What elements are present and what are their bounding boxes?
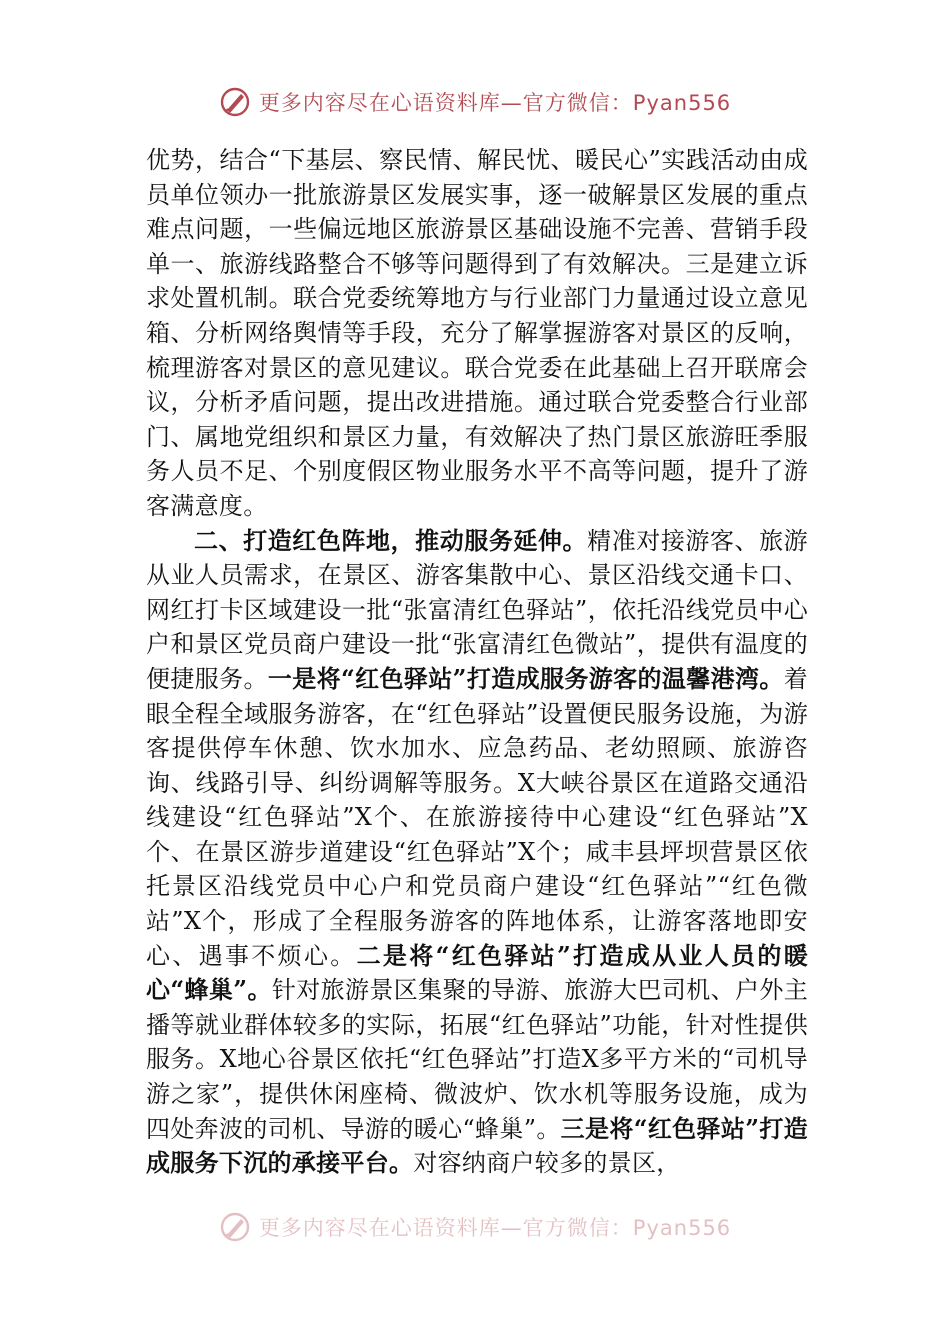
point-one-title: 一是将“红色驿站”打造成服务游客的温馨港湾。	[267, 663, 784, 693]
pen-logo-icon	[219, 86, 251, 118]
paragraph-section-two	[146, 524, 808, 1181]
point-one-text: 着眼全程全域服务游客，在“红色驿站”设置便民服务设施，为游客提供停车休憩、饮水加水、应急药品、老幼照顾、旅游咨询、线路引导、纠纷调解等服务。X大峡谷景区在道路交通沿线建设“红色驿站”X个、在旅游接待中心建设“红色驿站”X个、在景区游步道建设“红色驿站”X个；咸丰县坪坝营景区依托景区沿线党员中心户和党员商户建设“红色驿站”“红色微站”X个，形成了全程服务游客的阵地体系，让游客落地即安心、遇事不烦心。	[146, 664, 808, 970]
paragraph-1-text: 优势，结合“下基层、察民情、解民忧、暖民心”实践活动由成员单位领办一批旅游景区发展实事，逐一破解景区发展的重点难点问题，一些偏远地区旅游景区基础设施不完善、营销手段单一、旅游线路整合不够等问题得到了有效解决。三是建立诉求处置机制。联合党委统筹地方与行业部门力量通过设立意见箱、分析网络舆情等手段，充分了解掌握游客对景区的反响，梳理游客对景区的意见建议。联合党委在此基础上召开联席会议，分析矛盾问题，提出改进措施。通过联合党委整合行业部门、属地党组织和景区力量，有效解决了热门景区旅游旺季服务人员不足、个别度假区物业服务水平不高等问题，提升了游客满意度。	[146, 146, 808, 520]
point-two-text: 针对旅游景区集聚的导游、旅游大巴司机、户外主播等就业群体较多的实际，拓展“红色驿站”功能，针对性提供服务。X地心谷景区依托“红色驿站”打造X多平方米的“司机导游之家”，提供休闲座椅、微波炉、饮水机等服务设施，成为四处奔波的司机、导游的暖心“蜂巢”。	[146, 976, 808, 1143]
paragraph-continuation	[146, 143, 808, 524]
point-three-title: 三是将“红色驿站”打造成服务下沉的承接平台。	[146, 1113, 808, 1178]
point-three-text: 对容纳商户较多的景区，	[413, 1149, 681, 1178]
section-two-heading: 二、打造红色阵地，推动服务延伸。	[194, 525, 588, 555]
watermark-header	[0, 86, 950, 118]
pen-logo-icon	[219, 1211, 251, 1243]
watermark-footer	[0, 1211, 950, 1243]
section-two-intro: 精准对接游客、旅游从业人员需求，在景区、游客集散中心、景区沿线交通卡口、网红打卡区域建设一批“张富清红色驿站”，依托沿线党员中心户和景区党员商户建设一批“张富清红色微站”，提供有温度的便捷服务。	[146, 526, 808, 693]
watermark-text: 更多内容尽在心语资料库—官方微信：Pyan556	[258, 91, 732, 115]
watermark-text: 更多内容尽在心语资料库—官方微信：Pyan556	[258, 1216, 732, 1240]
document-body	[146, 143, 808, 1181]
point-two-title: 二是将“红色驿站”打造成从业人员的暖心“蜂巢”。	[146, 940, 808, 1005]
